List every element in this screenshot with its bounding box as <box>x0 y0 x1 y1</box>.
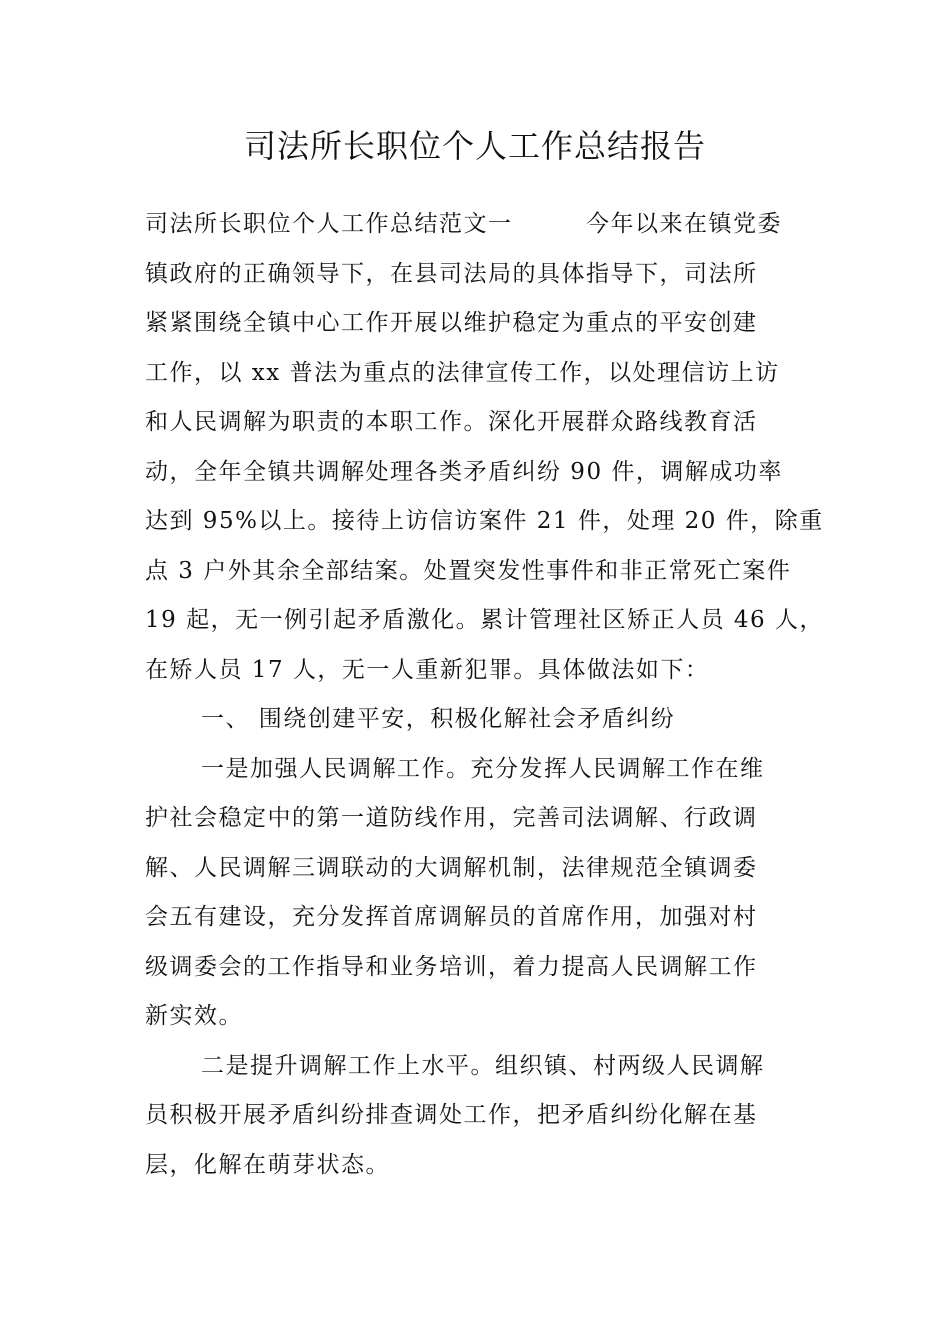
body-line: 工作，以 xx 普法为重点的法律宣传工作，以处理信访上访 <box>145 359 780 386</box>
document-title: 司法所长职位个人工作总结报告 <box>243 127 706 165</box>
paragraph-line: 解、人民调解三调联动的大调解机制，法律规范全镇调委 <box>145 854 758 881</box>
paragraph-line: 会五有建设，充分发挥首席调解员的首席作用，加强对村 <box>145 904 758 930</box>
paragraph-line: 护社会稳定中的第一道防线作用，完善司法调解、行政调 <box>145 805 758 831</box>
paragraph-line: 二是提升调解工作上水平。组织镇、村两级人民调解 <box>201 1052 765 1079</box>
paragraph-line: 员积极开展矛盾纠纷排查调处工作，把矛盾纠纷化解在基 <box>145 1102 758 1128</box>
body-line: 19 起，无一例引起矛盾激化。累计管理社区矫正人员 46 人， <box>145 607 824 633</box>
paragraph-line: 新实效。 <box>145 1003 243 1029</box>
paragraph-line: 一是加强人民调解工作。充分发挥人民调解工作在维 <box>201 755 765 782</box>
document-body <box>145 200 824 1190</box>
body-line: 在矫人员 17 人，无一人重新犯罪。具体做法如下： <box>145 656 710 683</box>
body-line: 和人民调解为职责的本职工作。深化开展群众路线教育活 <box>145 409 758 435</box>
body-line: 动，全年全镇共调解处理各类矛盾纠纷 90 件，调解成功率 <box>145 458 783 485</box>
section-heading: 一、 围绕创建平安，积极化解社会矛盾纠纷 <box>201 706 676 732</box>
body-line: 紧紧围绕全镇中心工作开展以维护稳定为重点的平安创建 <box>145 310 758 336</box>
paragraph-line: 级调委会的工作指导和业务培训，着力提高人民调解工作 <box>145 953 758 980</box>
paragraph-line: 层，化解在萌芽状态。 <box>145 1151 390 1178</box>
body-line: 点 3 户外其余全部结案。处置突发性事件和非正常死亡案件 <box>145 557 792 584</box>
body-line: 司法所长职位个人工作总结范文一 今年以来在镇党委 <box>145 211 782 237</box>
body-line: 镇政府的正确领导下，在县司法局的具体指导下，司法所 <box>145 260 758 287</box>
body-line: 达到 95%以上。接待上访信访案件 21 件，处理 20 件，除重 <box>145 508 824 534</box>
